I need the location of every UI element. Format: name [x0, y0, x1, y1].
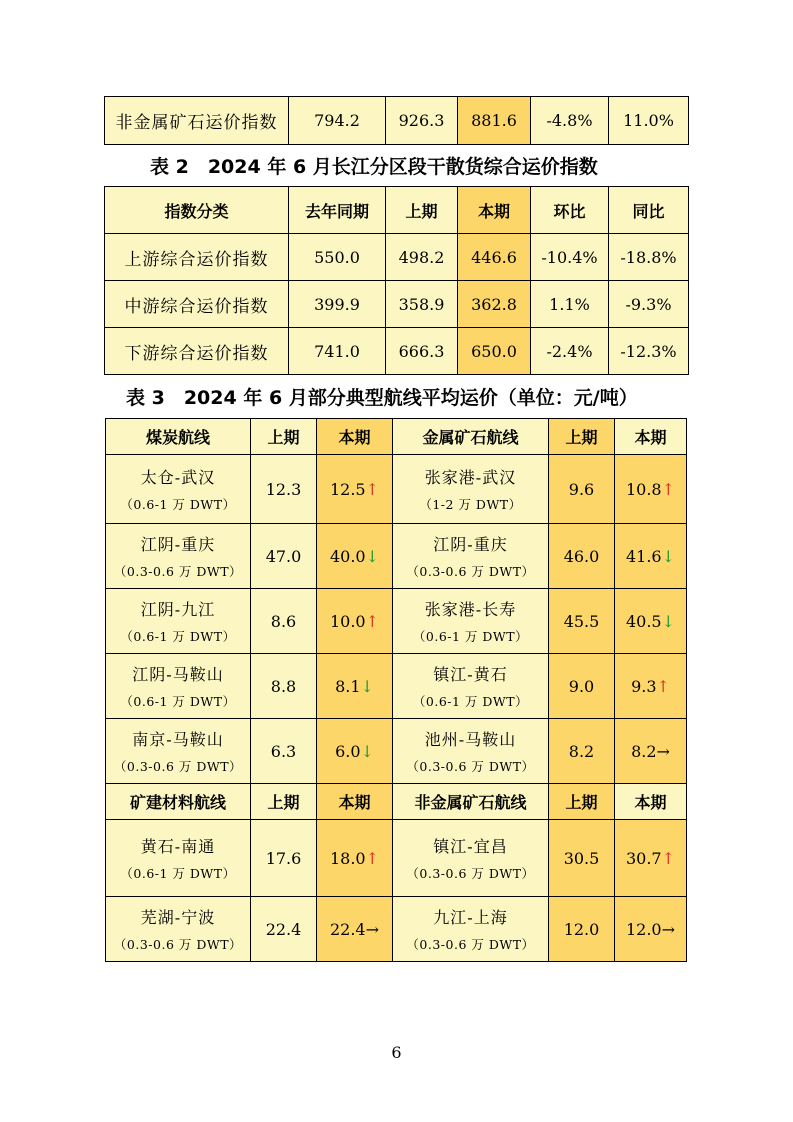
table3-header: 本期 [317, 419, 393, 455]
table2-cell: 741.0 [289, 328, 386, 375]
arrow-down-icon: ↓ [360, 741, 374, 761]
arrow-up-icon: ↑ [661, 479, 676, 499]
table1-cell: 881.6 [458, 97, 531, 145]
route-name: 太仓-武汉 [140, 468, 216, 487]
tonnage-label: （0.3-0.6 万 DWT） [113, 937, 243, 952]
table1-cell: -4.8% [531, 97, 609, 145]
table2-cell: 中游综合运价指数 [105, 281, 289, 328]
current-price-cell [317, 820, 393, 897]
table1-cell: 794.2 [289, 97, 386, 145]
table-row [106, 897, 687, 962]
table2-caption: 表 2 2024 年 6 月长江分区段干散货综合运价指数 [150, 156, 598, 178]
route-name: 张家港-长寿 [424, 600, 517, 619]
arrow-up-icon: ↑ [365, 479, 380, 499]
price-cell: 47.0 [251, 524, 317, 589]
table-row [106, 719, 687, 784]
route-cell [106, 524, 251, 589]
table2-header: 上期 [386, 187, 458, 234]
price-cell: 8.6 [251, 589, 317, 654]
route-cell [106, 654, 251, 719]
table-row [105, 234, 689, 281]
route-cell [106, 820, 251, 897]
tonnage-label: （0.6-1 万 DWT） [120, 629, 236, 644]
table2-cell: 650.0 [458, 328, 531, 375]
arrow-up-icon: ↑ [656, 676, 670, 696]
price-cell: 8.8 [251, 654, 317, 719]
table1-cell: 11.0% [609, 97, 689, 145]
table1-cell: 926.3 [386, 97, 458, 145]
route-cell [393, 719, 549, 784]
route-cell [106, 719, 251, 784]
price-cell: 17.6 [251, 820, 317, 897]
price-cell: 22.4 [251, 897, 317, 962]
table-row [106, 654, 687, 719]
route-name: 南京-马鞍山 [132, 730, 224, 749]
price-cell: 45.5 [549, 589, 615, 654]
table3-header: 上期 [549, 784, 615, 820]
route-name: 芜湖-宁波 [140, 908, 216, 927]
table2-cell: 550.0 [289, 234, 386, 281]
table2-cell: 666.3 [386, 328, 458, 375]
route-name: 九江-上海 [433, 908, 508, 927]
table3-header-row [106, 419, 687, 455]
tonnage-label: （0.6-1 万 DWT） [120, 694, 236, 709]
route-name: 张家港-武汉 [424, 468, 517, 487]
current-price-cell [317, 455, 393, 524]
table3-header: 本期 [615, 419, 687, 455]
arrow-down-icon: ↓ [365, 546, 380, 566]
tonnage-label: （0.3-0.6 万 DWT） [406, 759, 535, 774]
current-price: 8.1 [335, 676, 361, 696]
current-price-cell [615, 455, 687, 524]
current-price-cell [317, 589, 393, 654]
route-name: 江阴-九江 [140, 600, 216, 619]
route-cell [106, 589, 251, 654]
table3-header: 煤炭航线 [106, 419, 251, 455]
table3-header: 本期 [317, 784, 393, 820]
table2-cell: 上游综合运价指数 [105, 234, 289, 281]
route-cell [393, 820, 549, 897]
table2-cell: 446.6 [458, 234, 531, 281]
price-cell: 8.2 [549, 719, 615, 784]
tonnage-label: （0.6-1 万 DWT） [120, 497, 236, 512]
route-name: 江阴-马鞍山 [132, 665, 224, 684]
current-price-cell [615, 654, 687, 719]
table-row [105, 328, 689, 375]
current-price: 40.5 [625, 611, 662, 631]
table2 [104, 186, 689, 375]
route-cell [393, 455, 549, 524]
table1-tail [104, 96, 689, 145]
current-price: 22.4 [329, 919, 366, 939]
tonnage-label: （0.3-0.6 万 DWT） [406, 937, 535, 952]
price-cell: 6.3 [251, 719, 317, 784]
page-number: 6 [391, 1043, 402, 1062]
current-price: 18.0 [329, 848, 366, 868]
price-cell: 46.0 [549, 524, 615, 589]
table2-header: 环比 [531, 187, 609, 234]
tonnage-label: （0.3-0.6 万 DWT） [406, 866, 535, 881]
route-cell [106, 897, 251, 962]
current-price-cell [317, 654, 393, 719]
route-name: 黄石-南通 [140, 837, 216, 856]
table2-cell: 362.8 [458, 281, 531, 328]
current-price-cell [615, 524, 687, 589]
route-cell [393, 897, 549, 962]
arrow-up-icon: ↑ [365, 848, 380, 868]
current-price-cell [615, 719, 687, 784]
table3-header: 矿建材料航线 [106, 784, 251, 820]
tonnage-label: （1-2 万 DWT） [419, 497, 522, 512]
table-row [106, 455, 687, 524]
tonnage-label: （0.3-0.6 万 DWT） [113, 564, 243, 579]
price-cell: 12.0 [549, 897, 615, 962]
table2-cell: -18.8% [609, 234, 689, 281]
tonnage-label: （0.6-1 万 DWT） [412, 629, 529, 644]
table-row [106, 524, 687, 589]
table1-cell: 非金属矿石运价指数 [105, 97, 289, 145]
route-cell [106, 455, 251, 524]
arrow-up-icon: ↑ [365, 611, 380, 631]
current-price: 12.0 [625, 919, 662, 939]
route-name: 江阴-重庆 [433, 535, 508, 554]
table2-cell: 1.1% [531, 281, 609, 328]
route-cell [393, 589, 549, 654]
table2-cell: 下游综合运价指数 [105, 328, 289, 375]
current-price: 9.3 [631, 676, 657, 696]
table2-cell: 358.9 [386, 281, 458, 328]
table3-header-row [106, 784, 687, 820]
current-price: 8.2 [631, 741, 657, 761]
current-price: 41.6 [625, 546, 662, 566]
table2-cell: -12.3% [609, 328, 689, 375]
tonnage-label: （0.3-0.6 万 DWT） [113, 759, 243, 774]
price-cell: 12.3 [251, 455, 317, 524]
route-name: 镇江-宜昌 [433, 837, 508, 856]
price-cell: 9.0 [549, 654, 615, 719]
arrow-down-icon: ↓ [661, 546, 676, 566]
table2-cell: -2.4% [531, 328, 609, 375]
table2-header: 同比 [609, 187, 689, 234]
tonnage-label: （0.6-1 万 DWT） [412, 694, 529, 709]
table-row [106, 820, 687, 897]
table2-header: 指数分类 [105, 187, 289, 234]
current-price-cell [615, 589, 687, 654]
table3-header: 本期 [615, 784, 687, 820]
table2-cell: 399.9 [289, 281, 386, 328]
table3 [105, 418, 687, 962]
table2-cell: -10.4% [531, 234, 609, 281]
table-row [106, 589, 687, 654]
current-price: 12.5 [329, 479, 366, 499]
current-price: 6.0 [335, 741, 361, 761]
current-price-cell [615, 820, 687, 897]
current-price: 10.8 [625, 479, 662, 499]
current-price: 10.0 [329, 611, 366, 631]
route-name: 江阴-重庆 [140, 535, 216, 554]
table3-header: 非金属矿石航线 [393, 784, 549, 820]
route-cell [393, 524, 549, 589]
price-cell: 30.5 [549, 820, 615, 897]
arrow-down-icon: ↓ [360, 676, 374, 696]
price-cell: 9.6 [549, 455, 615, 524]
arrow-right-icon: → [661, 919, 676, 939]
table3-header: 上期 [251, 784, 317, 820]
table3-header: 上期 [549, 419, 615, 455]
table2-header: 去年同期 [289, 187, 386, 234]
current-price: 40.0 [329, 546, 366, 566]
current-price-cell [317, 897, 393, 962]
table3-caption: 表 3 2024 年 6 月部分典型航线平均运价（单位：元/吨） [126, 387, 638, 409]
table2-header: 本期 [458, 187, 531, 234]
arrow-down-icon: ↓ [661, 611, 676, 631]
current-price: 30.7 [625, 848, 662, 868]
table3-header: 上期 [251, 419, 317, 455]
arrow-right-icon: → [656, 741, 670, 761]
table-row [105, 281, 689, 328]
arrow-right-icon: → [365, 919, 380, 939]
table3-header: 金属矿石航线 [393, 419, 549, 455]
route-name: 池州-马鞍山 [424, 730, 517, 749]
current-price-cell [615, 897, 687, 962]
table2-cell: -9.3% [609, 281, 689, 328]
tonnage-label: （0.3-0.6 万 DWT） [406, 564, 535, 579]
tonnage-label: （0.6-1 万 DWT） [120, 866, 236, 881]
route-cell [393, 654, 549, 719]
current-price-cell [317, 524, 393, 589]
current-price-cell [317, 719, 393, 784]
table2-cell: 498.2 [386, 234, 458, 281]
route-name: 镇江-黄石 [433, 665, 508, 684]
arrow-up-icon: ↑ [661, 848, 676, 868]
